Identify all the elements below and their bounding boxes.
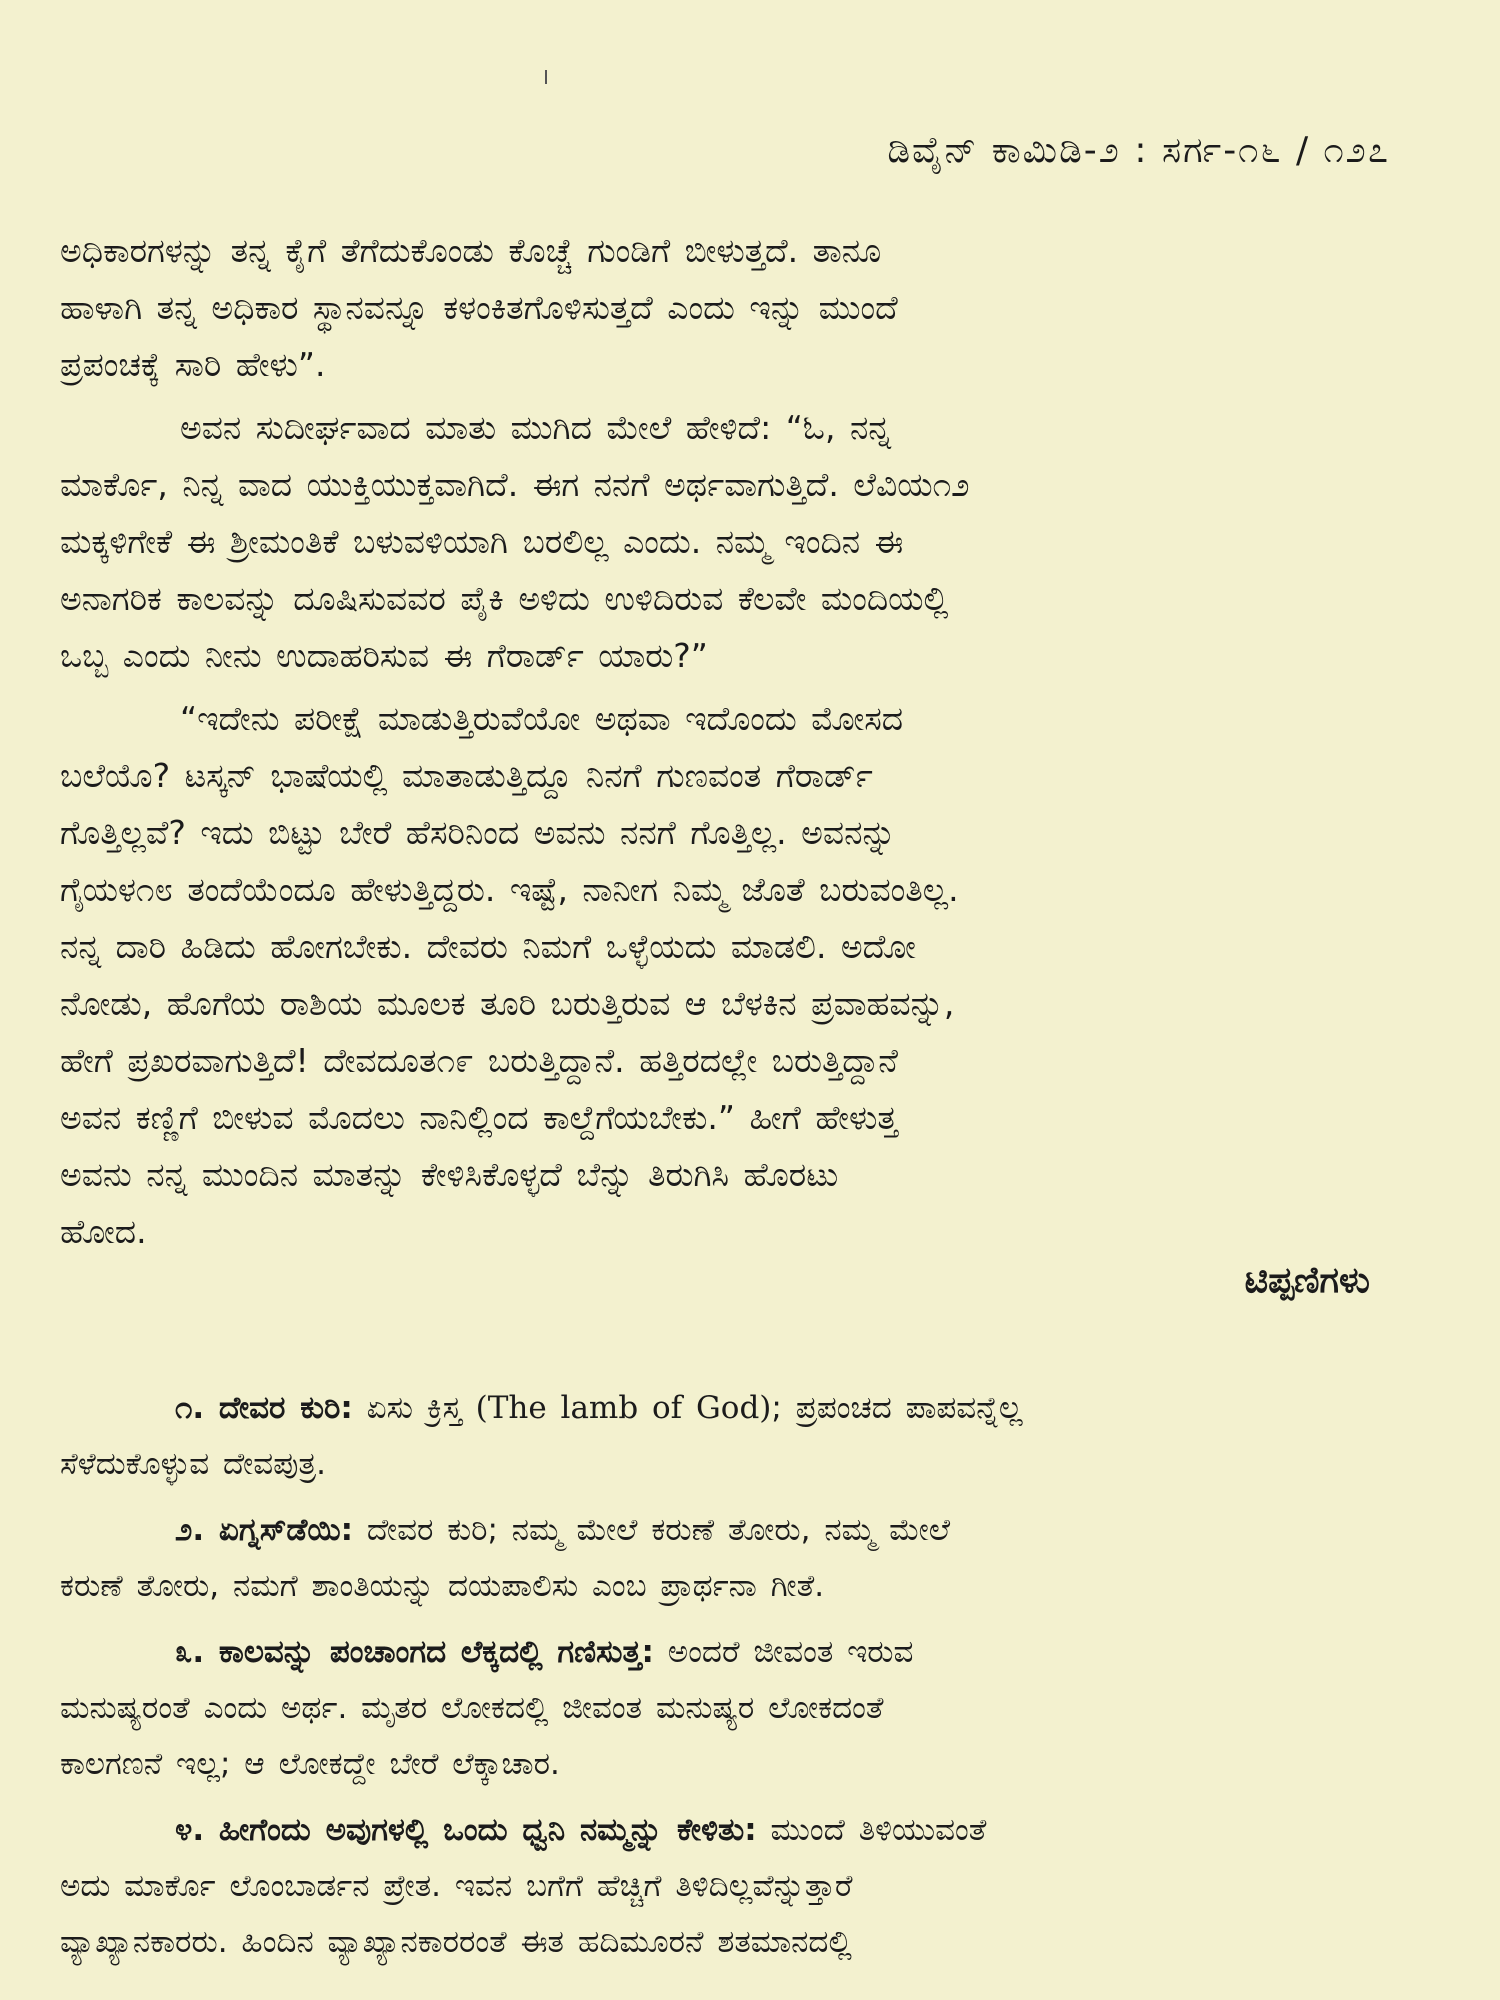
note-item xyxy=(60,1802,1350,1970)
main-text xyxy=(60,222,1350,1266)
note-text: ದೇವರ ಕುರಿ; ನಮ್ಮ ಮೇಲೆ ಕರುಣೆ ತೋರು, ನಮ್ಮ ಮೇಲೆ ಕರುಣೆ ತೋರು, ನಮಗೆ ಶಾಂತಿಯನ್ನು ದಯಪಾಲಿಸು ಎಂಬ ಪ್ರಾರ್ಥನಾ ಗೀತೆ. xyxy=(60,1512,951,1604)
paragraph: ಅವನ ಸುದೀರ್ಘವಾದ ಮಾತು ಮುಗಿದ ಮೇಲೆ ಹೇಳಿದೆ: “ಓ, ನನ್ನ ಮಾರ್ಕೊ, ನಿನ್ನ ವಾದ ಯುಕ್ತಿಯುಕ್ತವಾಗಿದೆ. ಈಗ ನನಗೆ ಅರ್ಥವಾಗುತ್ತಿದೆ. ಲೆವಿಯ೧೨ ಮಕ್ಕಳಿಗೇಕೆ ಈ ಶ್ರೀಮಂತಿಕೆ ಬಳುವಳಿಯಾಗಿ ಬರಲಿಲ್ಲ ಎಂದು. ನಮ್ಮ ಇಂದಿನ ಈ ಅನಾಗರಿಕ ಕಾಲವನ್ನು ದೂಷಿಸುವವರ ಪೈಕಿ ಅಳಿದು ಉಳಿದಿರುವ ಕೆಲವೇ ಮಂದಿಯಲ್ಲಿ ಒಬ್ಬ ಎಂದು ನೀನು ಉದಾಹರಿಸುವ ಈ ಗೆರಾರ್ಡ್ ಯಾರು?” xyxy=(60,408,970,675)
note-text: ; ಪ್ರಪಂಚದ ಪಾಪವನ್ನೆಲ್ಲ ಸೆಳೆದುಕೊಳ್ಳುವ ದೇವಪುತ್ರ. xyxy=(60,1390,1023,1482)
scan-speck xyxy=(545,70,547,84)
note-term: ೨. ಏಗ್ನಸ್‌ಡೆಯಿ: xyxy=(175,1512,354,1548)
note-text: ಏಸು ಕ್ರಿಸ್ತ xyxy=(352,1390,476,1426)
note-item xyxy=(60,1624,1350,1792)
note-text: ಮುಂದೆ ತಿಳಿಯುವಂತೆ ಅದು ಮಾರ್ಕೊ ಲೊಂಬಾರ್ಡನ ಪ್ರೇತ. ಇವನ ಬಗೆಗೆ ಹೆಚ್ಚಿಗೆ ತಿಳಿದಿಲ್ಲವೆನ್ನುತ್ತಾರೆ ವ್ಯಾಖ್ಯಾನಕಾರರು. ಹಿಂದಿನ ವ್ಯಾಖ್ಯಾನಕಾರರಂತೆ ಈತ ಹದಿಮೂರನೆ ಶತಮಾನದಲ್ಲಿ xyxy=(60,1812,987,1960)
note-term: ೧. ದೇವರ ಕುರಿ: xyxy=(175,1390,353,1426)
note-item xyxy=(60,1502,1350,1614)
note-term: ೪. ಹೀಗೆಂದು ಅವುಗಳಲ್ಲಿ ಒಂದು ಧ್ವನಿ ನಮ್ಮನ್ನು ಕೇಳಿತು: xyxy=(175,1812,757,1848)
running-header: ಡಿವೈನ್ ಕಾಮಿಡಿ-೨ : ಸರ್ಗ-೧೬ / ೧೨೭ xyxy=(887,130,1390,171)
notes-heading: ಟಿಪ್ಪಣಿಗಳು xyxy=(1244,1260,1370,1301)
paragraph: ಅಧಿಕಾರಗಳನ್ನು ತನ್ನ ಕೈಗೆ ತೆಗೆದುಕೊಂಡು ಕೊಚ್ಚೆ ಗುಂಡಿಗೆ ಬೀಳುತ್ತದೆ. ತಾನೂ ಹಾಳಾಗಿ ತನ್ನ ಅಧಿಕಾರ ಸ್ಥಾನವನ್ನೂ ಕಳಂಕಿತಗೊಳಿಸುತ್ತದೆ ಎಂದು ಇನ್ನು ಮುಂದೆ ಪ್ರಪಂಚಕ್ಕೆ ಸಾರಿ ಹೇಳು”. xyxy=(60,231,898,384)
note-item xyxy=(60,1380,1350,1492)
notes-list xyxy=(60,1380,1350,1980)
note-english: (The lamb of God) xyxy=(475,1390,772,1426)
note-term: ೩. ಕಾಲವನ್ನು ಪಂಚಾಂಗದ ಲೆಕ್ಕದಲ್ಲಿ ಗಣಿಸುತ್ತ: xyxy=(175,1634,654,1670)
paragraph: “ಇದೇನು ಪರೀಕ್ಷೆ ಮಾಡುತ್ತಿರುವೆಯೋ ಅಥವಾ ಇದೊಂದು ಮೋಸದ ಬಲೆಯೊ? ಟಸ್ಕನ್ ಭಾಷೆಯಲ್ಲಿ ಮಾತಾಡುತ್ತಿದ್ದೂ ನಿನಗೆ ಗುಣವಂತ ಗೆರಾರ್ಡ್ ಗೊತ್ತಿಲ್ಲವೆ? ಇದು ಬಿಟ್ಟು ಬೇರೆ ಹೆಸರಿನಿಂದ ಅವನು ನನಗೆ ಗೊತ್ತಿಲ್ಲ. ಅವನನ್ನು ಗೈಯಳ೧೮ ತಂದೆಯೆಂದೂ ಹೇಳುತ್ತಿದ್ದರು. ಇಷ್ಟೆ, ನಾನೀಗ ನಿಮ್ಮ ಜೊತೆ ಬರುವಂತಿಲ್ಲ. ನನ್ನ ದಾರಿ ಹಿಡಿದು ಹೋಗಬೇಕು. ದೇವರು ನಿಮಗೆ ಒಳ್ಳೆಯದು ಮಾಡಲಿ. ಅದೋ ನೋಡು, ಹೊಗೆಯ ರಾಶಿಯ ಮೂಲಕ ತೂರಿ ಬರುತ್ತಿರುವ ಆ ಬೆಳಕಿನ ಪ್ರವಾಹವನ್ನು, ಹೇಗೆ ಪ್ರಖರವಾಗುತ್ತಿದೆ! ದೇವದೂತ೧೯ ಬರುತ್ತಿದ್ದಾನೆ. ಹತ್ತಿರದಲ್ಲೇ ಬರುತ್ತಿದ್ದಾನೆ ಅವನ ಕಣ್ಣಿಗೆ ಬೀಳುವ ಮೊದಲು ನಾನಿಲ್ಲಿಂದ ಕಾಲ್ದೆಗೆಯಬೇಕು.” ಹೀಗೆ ಹೇಳುತ್ತ ಅವನು ನನ್ನ ಮುಂದಿನ ಮಾತನ್ನು ಕೇಳಿಸಿಕೊಳ್ಳದೆ ಬೆನ್ನು ತಿರುಗಿಸಿ ಹೊರಟು ಹೋದ. xyxy=(60,699,959,1251)
note-text: ಅಂದರೆ ಜೀವಂತ ಇರುವ ಮನುಷ್ಯರಂತೆ ಎಂದು ಅರ್ಥ. ಮೃತರ ಲೋಕದಲ್ಲಿ ಜೀವಂತ ಮನುಷ್ಯರ ಲೋಕದಂತೆ ಕಾಲಗಣನೆ ಇಲ್ಲ; ಆ ಲೋಕದ್ದೇ ಬೇರೆ ಲೆಕ್ಕಾಚಾರ. xyxy=(60,1634,914,1782)
